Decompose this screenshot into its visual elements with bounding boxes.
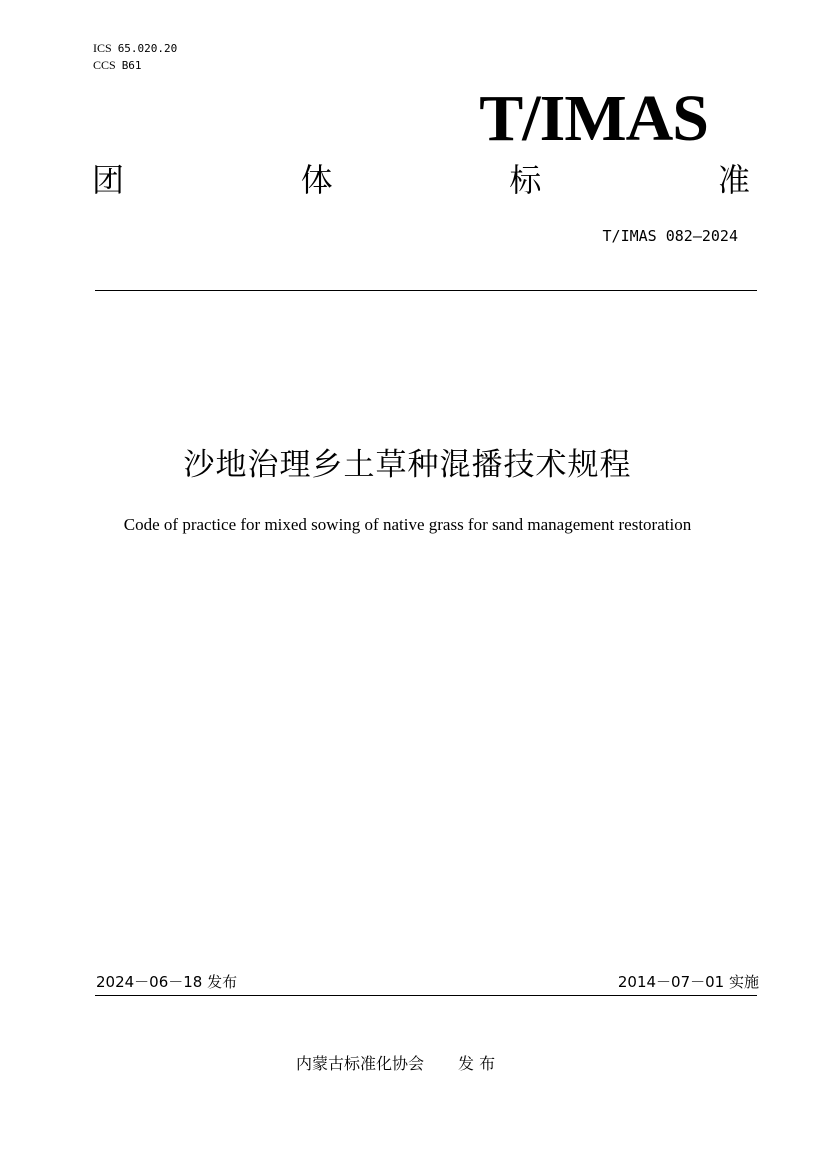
footer-divider [95,995,757,996]
ics-code: 65.020.20 [117,42,178,55]
publisher-action: 发 布 [458,1054,496,1073]
publisher [296,1053,495,1075]
standard-type-char: 体 [300,161,333,199]
document-title-cn: 沙地治理乡土草种混播技术规程 [183,447,632,483]
implement-date: 2014－07－01 实施 [617,973,759,991]
ccs-code: B61 [121,59,142,72]
ics-label: ICS [93,41,112,55]
publish-date: 2024－06－18 发布 [96,973,238,991]
document-title-en: Code of practice for mixed sowing of native grass for sand management restoration [123,515,692,534]
standard-type-char: 团 [92,161,125,199]
publisher-name: 内蒙古标准化协会 [296,1054,425,1073]
standard-type-char: 准 [717,161,750,199]
ics-row [93,40,177,57]
standard-type-char: 标 [509,161,542,199]
ccs-row [93,57,177,74]
standard-number: T/IMAS 082—2024 [602,227,738,245]
classification-codes [93,40,177,74]
header-divider [95,290,757,291]
standard-logo: T/IMAS [479,82,708,155]
ccs-label: CCS [93,58,116,72]
standard-type [92,160,750,200]
